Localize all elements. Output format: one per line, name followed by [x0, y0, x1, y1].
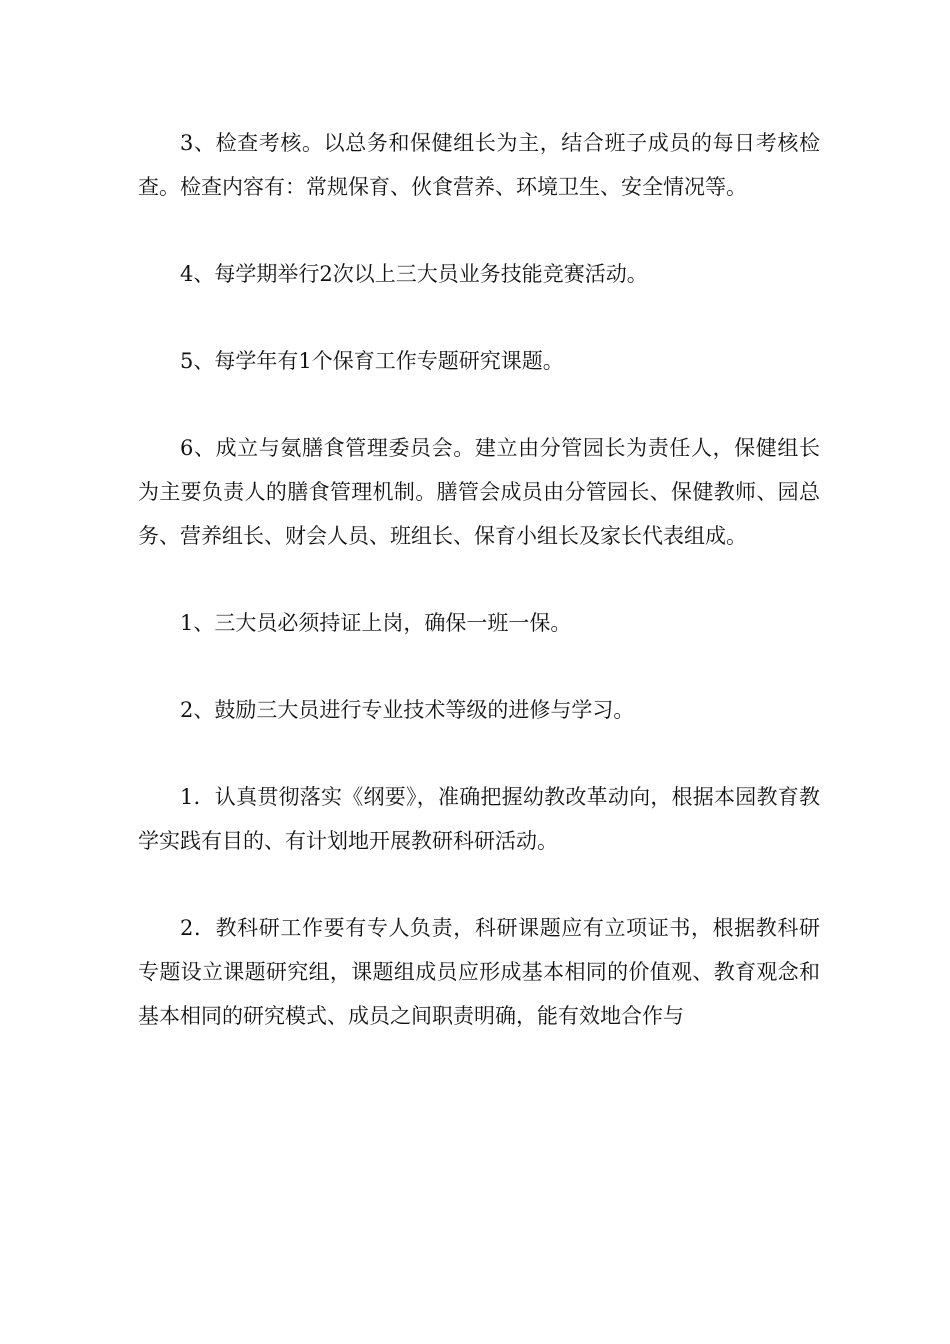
paragraph-skill-competition: 4、每学期举行2次以上三大员业务技能竞赛活动。: [180, 262, 648, 286]
paragraph-training: 2、鼓励三大员进行专业技术等级的进修与学习。: [180, 698, 635, 722]
paragraph-research-topic: 5、每学年有1个保育工作专题研究课题。: [180, 349, 564, 373]
paragraph-research-work: 2．教科研工作要有专人负责，科研课题应有立项证书，根据教科研专题设立课题研究组，课题组成员应形成基本相同的价值观、教育观念和基本相同的研究模式、成员之间职责明确，能有效地合作与: [138, 916, 820, 1028]
paragraph-certification: 1、三大员必须持证上岗，确保一班一保。: [180, 611, 572, 635]
document-body: [138, 121, 820, 1081]
paragraph-diet-committee: 6、成立与氨膳食管理委员会。建立由分管园长为责任人，保健组长为主要负责人的膳食管理机制。膳管会成员由分管园长、保健教师、园总务、营养组长、财会人员、班组长、保育小组长及家长代表组成。: [138, 436, 820, 548]
paragraph-inspection: 3、检查考核。以总务和保健组长为主，结合班子成员的每日考核检查。检查内容有：常规保育、伙食营养、环境卫生、安全情况等。: [138, 131, 820, 199]
paragraph-outline: 1．认真贯彻落实《纲要》，准确把握幼教改革动向，根据本园教育教学实践有目的、有计划地开展教研科研活动。: [138, 785, 820, 853]
